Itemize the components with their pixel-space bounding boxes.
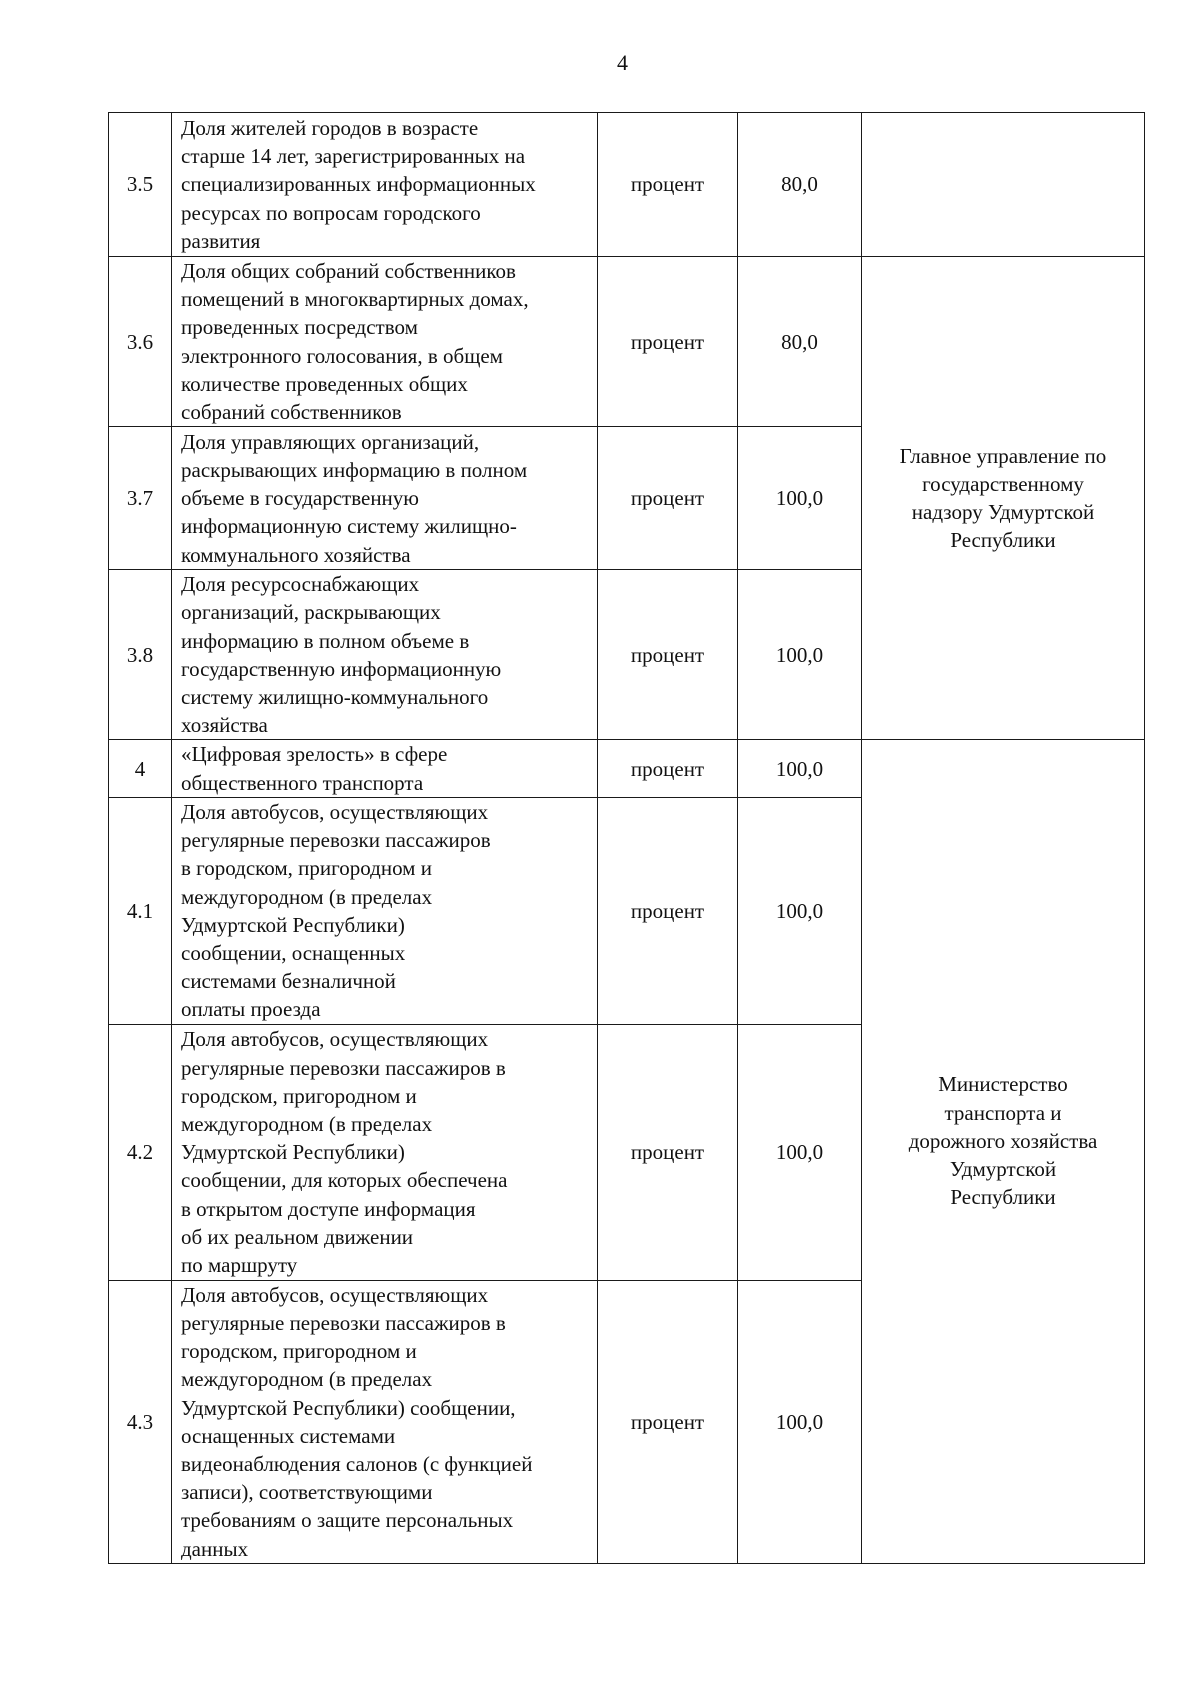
- row-number: 4.1: [109, 797, 172, 1024]
- unit-cell: процент: [598, 427, 738, 570]
- responsible-org-transport-text: Министерство транспорта и дорожного хозяйства Удмуртской Республики: [908, 1072, 1098, 1210]
- target-value: 100,0: [738, 570, 862, 740]
- unit-cell: процент: [598, 113, 738, 257]
- row-number: 3.5: [109, 113, 172, 257]
- target-value: 100,0: [738, 1024, 862, 1280]
- responsible-org-housing: [862, 257, 1145, 740]
- table-row: [109, 740, 1145, 797]
- target-value: 100,0: [738, 1280, 862, 1563]
- unit-cell: процент: [598, 1280, 738, 1563]
- table-row: [109, 113, 1145, 257]
- indicator-name: [172, 257, 598, 427]
- row-number: 4.2: [109, 1024, 172, 1280]
- target-value: 80,0: [738, 113, 862, 257]
- responsible-org-transport: [862, 740, 1145, 1563]
- indicator-name: [172, 427, 598, 570]
- indicator-name-text: Доля ресурсоснабжающих организаций, раскрывающих информацию в полном объеме в государственную информационную систему жилищно-коммунального хозяйства: [181, 572, 502, 738]
- indicator-name-text: Доля общих собраний собственников помещений в многоквартирных домах, проведенных посредством электронного голосования, в общем количестве проведенных общих собраний собственников: [181, 259, 529, 425]
- table-row: [109, 257, 1145, 427]
- row-number: 3.6: [109, 257, 172, 427]
- responsible-org-empty: [862, 113, 1145, 257]
- indicator-name-text: Доля автобусов, осуществляющих регулярные перевозки пассажиров в городском, пригородном и междугородном (в пределах Удмуртской Республики) сообщении, оснащенных системами безналичной оплаты проезда: [181, 800, 491, 1022]
- target-value: 100,0: [738, 740, 862, 797]
- indicator-name-text: Доля управляющих организаций, раскрывающих информацию в полном объеме в государственную информационную систему жилищно- коммунального хозяйства: [181, 429, 528, 567]
- indicator-name-text: Доля автобусов, осуществляющих регулярные перевозки пассажиров в городском, пригородном и междугородном (в пределах Удмуртской Республики) сообщении, для которых обеспечена в открытом доступе информация об их реальном движении по маршруту: [181, 1027, 508, 1278]
- indicator-name: [172, 1024, 598, 1280]
- responsible-org-housing-text: Главное управление по государственному надзору Удмуртской Республики: [899, 443, 1107, 553]
- indicator-name: [172, 570, 598, 740]
- indicator-name-text: Доля жителей городов в возрасте старше 14 лет, зарегистрированных на специализированных информационных ресурсах по вопросам городского развития: [181, 115, 536, 253]
- target-value: 100,0: [738, 427, 862, 570]
- indicator-name-text: «Цифровая зрелость» в сфере общественного транспорта: [181, 742, 448, 795]
- row-number: 4.3: [109, 1280, 172, 1563]
- unit-cell: процент: [598, 1024, 738, 1280]
- indicator-name: [172, 113, 598, 257]
- target-value: 100,0: [738, 797, 862, 1024]
- indicator-name: [172, 797, 598, 1024]
- indicator-name: [172, 740, 598, 797]
- row-number: 3.7: [109, 427, 172, 570]
- unit-cell: процент: [598, 257, 738, 427]
- unit-cell: процент: [598, 797, 738, 1024]
- row-number: 4: [109, 740, 172, 797]
- unit-cell: процент: [598, 570, 738, 740]
- indicators-table: [108, 112, 1145, 1564]
- unit-cell: процент: [598, 740, 738, 797]
- target-value: 80,0: [738, 257, 862, 427]
- page-number: 4: [617, 50, 628, 75]
- indicator-name: [172, 1280, 598, 1563]
- indicator-name-text: Доля автобусов, осуществляющих регулярные перевозки пассажиров в городском, пригородном и междугородном (в пределах Удмуртской Республики) сообщении, оснащенных системами видеонаблюдения салонов (с функцией записи), соответствующими требованиям о защите персональных данных: [181, 1282, 533, 1561]
- row-number: 3.8: [109, 570, 172, 740]
